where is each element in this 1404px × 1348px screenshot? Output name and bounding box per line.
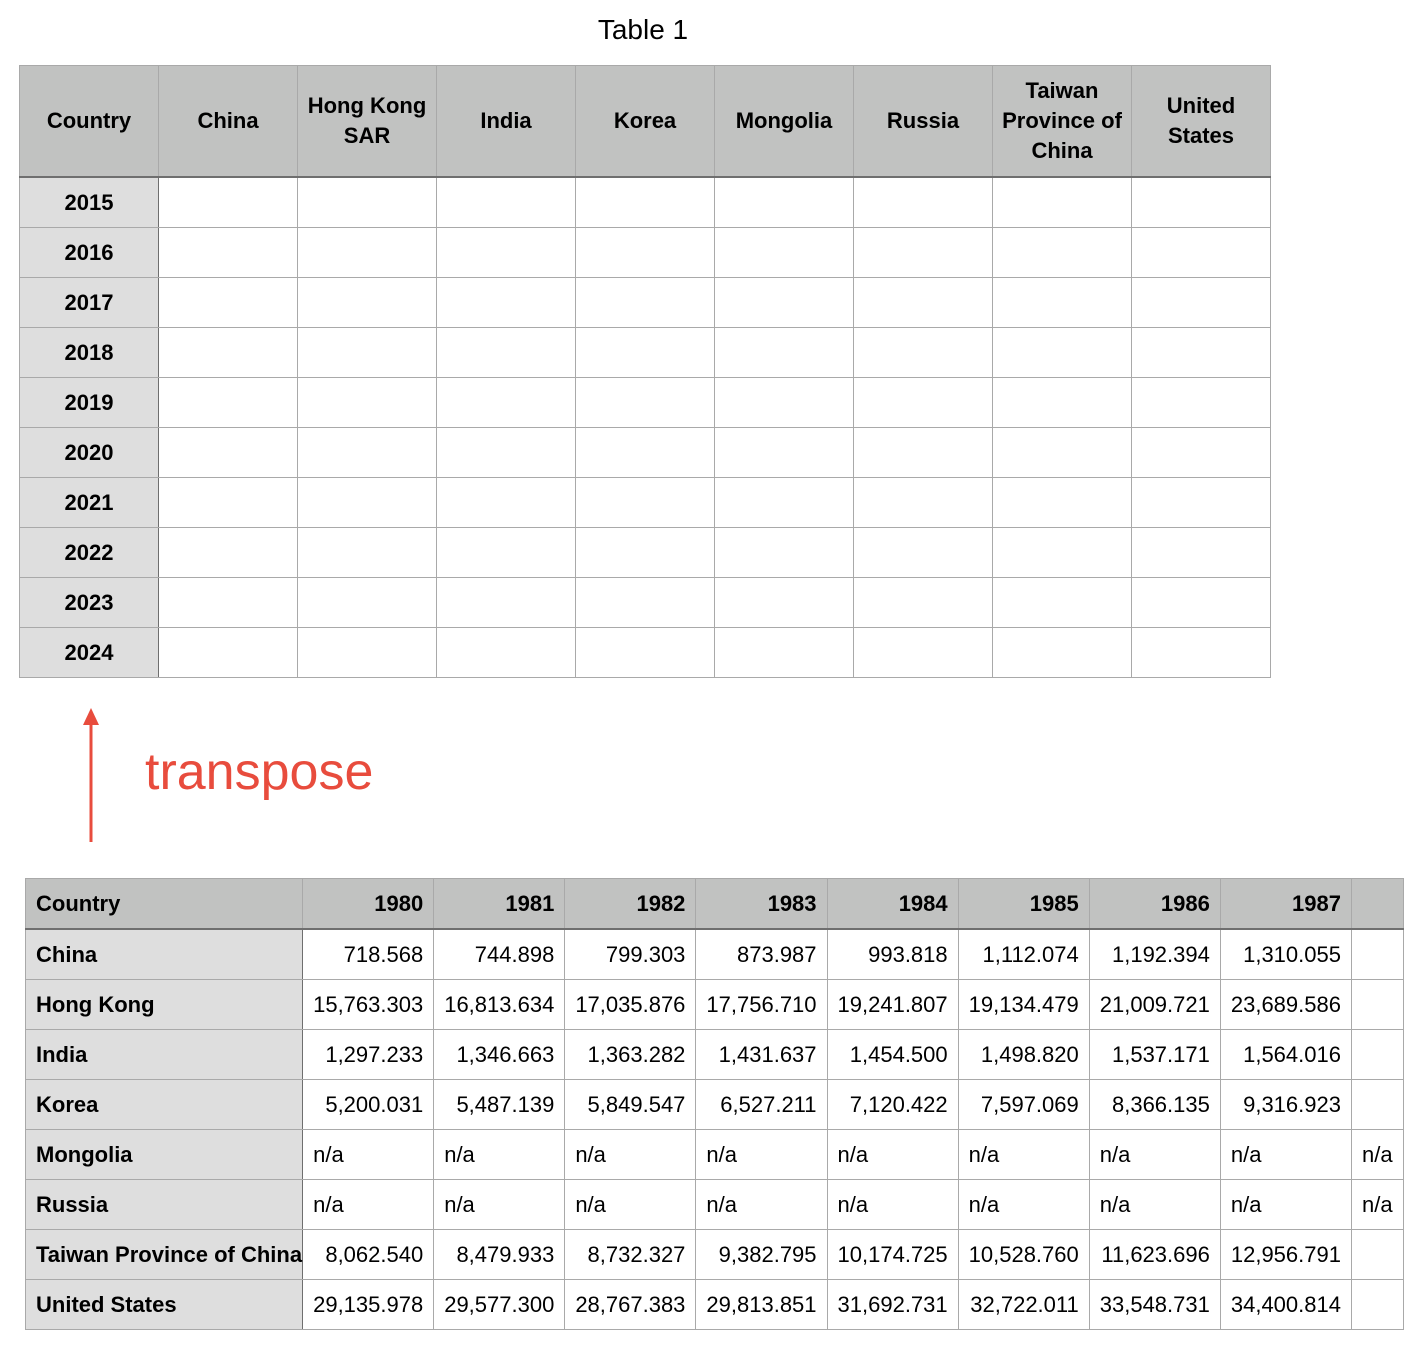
column-header[interactable]: Mongolia <box>715 66 854 178</box>
empty-cell[interactable] <box>854 428 993 478</box>
empty-cell[interactable] <box>993 478 1132 528</box>
row-header-country[interactable]: China <box>26 929 303 980</box>
data-cell[interactable]: 33,548.731 <box>1089 1280 1220 1330</box>
data-cell[interactable]: 1,564.016 <box>1220 1030 1351 1080</box>
column-header[interactable]: Taiwan Province of China <box>993 66 1132 178</box>
empty-cell[interactable] <box>576 628 715 678</box>
data-cell[interactable]: n/a <box>1220 1130 1351 1180</box>
empty-cell[interactable] <box>854 378 993 428</box>
empty-cell[interactable] <box>854 228 993 278</box>
data-cell[interactable]: 29,813.851 <box>696 1280 827 1330</box>
column-header[interactable]: Korea <box>576 66 715 178</box>
data-cell[interactable]: 1,454.500 <box>827 1030 958 1080</box>
empty-cell[interactable] <box>437 428 576 478</box>
empty-cell[interactable] <box>298 328 437 378</box>
data-cell[interactable]: 8,479.933 <box>434 1230 565 1280</box>
table-row <box>20 228 1271 278</box>
column-header[interactable]: China <box>159 66 298 178</box>
data-cell[interactable]: 1,112.074 <box>958 929 1089 980</box>
empty-cell[interactable] <box>437 177 576 228</box>
empty-cell[interactable] <box>993 528 1132 578</box>
empty-cell[interactable] <box>993 278 1132 328</box>
row-header-year[interactable]: 2020 <box>20 428 159 478</box>
header-row <box>20 66 1271 178</box>
table-row <box>26 1230 1404 1280</box>
data-cell[interactable] <box>1351 929 1403 980</box>
empty-cell[interactable] <box>1132 428 1271 478</box>
data-cell[interactable]: 11,623.696 <box>1089 1230 1220 1280</box>
data-cell[interactable]: 1,498.820 <box>958 1030 1089 1080</box>
data-cell[interactable]: 1,363.282 <box>565 1030 696 1080</box>
data-cell[interactable]: n/a <box>696 1130 827 1180</box>
row-header-year[interactable]: 2021 <box>20 478 159 528</box>
row-header-year[interactable]: 2018 <box>20 328 159 378</box>
data-cell[interactable]: 7,120.422 <box>827 1080 958 1130</box>
empty-cell[interactable] <box>298 578 437 628</box>
empty-cell[interactable] <box>715 177 854 228</box>
column-header[interactable]: United States <box>1132 66 1271 178</box>
row-header-year[interactable]: 2019 <box>20 378 159 428</box>
data-cell[interactable]: 9,316.923 <box>1220 1080 1351 1130</box>
empty-cell[interactable] <box>576 177 715 228</box>
data-cell[interactable]: n/a <box>827 1180 958 1230</box>
empty-cell[interactable] <box>1132 478 1271 528</box>
data-cell[interactable]: n/a <box>303 1180 434 1230</box>
empty-cell[interactable] <box>993 328 1132 378</box>
empty-cell[interactable] <box>298 478 437 528</box>
empty-cell[interactable] <box>576 328 715 378</box>
empty-cell[interactable] <box>437 628 576 678</box>
data-cell[interactable]: 799.303 <box>565 929 696 980</box>
empty-cell[interactable] <box>298 528 437 578</box>
table-row <box>20 478 1271 528</box>
data-cell[interactable]: 32,722.011 <box>958 1280 1089 1330</box>
row-header-year[interactable]: 2017 <box>20 278 159 328</box>
table-row <box>26 1280 1404 1330</box>
data-cell[interactable] <box>1351 1080 1403 1130</box>
arrow-up-icon <box>80 705 104 845</box>
table-row <box>20 177 1271 228</box>
data-cell[interactable]: 17,756.710 <box>696 980 827 1030</box>
data-cell[interactable]: 19,134.479 <box>958 980 1089 1030</box>
data-cell[interactable]: 1,297.233 <box>303 1030 434 1080</box>
empty-cell[interactable] <box>298 278 437 328</box>
empty-cell[interactable] <box>854 628 993 678</box>
data-cell[interactable]: n/a <box>303 1130 434 1180</box>
table-row <box>20 278 1271 328</box>
empty-cell[interactable] <box>1132 228 1271 278</box>
data-cell[interactable]: n/a <box>1220 1180 1351 1230</box>
empty-cell[interactable] <box>1132 177 1271 228</box>
empty-cell[interactable] <box>715 378 854 428</box>
column-header-year[interactable]: 1987 <box>1220 879 1351 930</box>
table-row <box>20 578 1271 628</box>
empty-cell[interactable] <box>715 278 854 328</box>
empty-cell[interactable] <box>576 478 715 528</box>
empty-cell[interactable] <box>1132 328 1271 378</box>
data-cell[interactable]: n/a <box>434 1130 565 1180</box>
data-cell[interactable] <box>1351 1230 1403 1280</box>
column-header-year[interactable]: 1985 <box>958 879 1089 930</box>
empty-cell[interactable] <box>159 328 298 378</box>
column-header-year[interactable] <box>1351 879 1403 930</box>
column-header[interactable]: Hong Kong SAR <box>298 66 437 178</box>
empty-cell[interactable] <box>854 578 993 628</box>
empty-cell[interactable] <box>715 228 854 278</box>
data-cell[interactable]: 19,241.807 <box>827 980 958 1030</box>
empty-cell[interactable] <box>993 177 1132 228</box>
data-cell[interactable]: 17,035.876 <box>565 980 696 1030</box>
empty-cell[interactable] <box>993 628 1132 678</box>
table-row <box>26 1080 1404 1130</box>
empty-cell[interactable] <box>1132 578 1271 628</box>
empty-cell[interactable] <box>298 378 437 428</box>
data-cell[interactable]: 873.987 <box>696 929 827 980</box>
column-header-country[interactable]: Country <box>26 879 303 930</box>
data-cell[interactable]: 29,577.300 <box>434 1280 565 1330</box>
empty-cell[interactable] <box>298 428 437 478</box>
row-header-year[interactable]: 2023 <box>20 578 159 628</box>
empty-transposed-table <box>19 65 1271 678</box>
empty-cell[interactable] <box>993 378 1132 428</box>
table-row <box>26 1180 1404 1230</box>
row-header-country[interactable]: India <box>26 1030 303 1080</box>
table-row <box>20 628 1271 678</box>
column-header[interactable]: India <box>437 66 576 178</box>
empty-cell[interactable] <box>159 278 298 328</box>
data-cell[interactable]: n/a <box>1089 1130 1220 1180</box>
empty-cell[interactable] <box>715 328 854 378</box>
row-header-country[interactable]: Korea <box>26 1080 303 1130</box>
empty-cell[interactable] <box>1132 278 1271 328</box>
data-cell[interactable]: 5,849.547 <box>565 1080 696 1130</box>
data-cell[interactable]: 10,528.760 <box>958 1230 1089 1280</box>
empty-cell[interactable] <box>1132 528 1271 578</box>
row-header-year[interactable]: 2024 <box>20 628 159 678</box>
row-header-country[interactable]: Hong Kong <box>26 980 303 1030</box>
data-cell[interactable] <box>1351 1030 1403 1080</box>
row-header-year[interactable]: 2016 <box>20 228 159 278</box>
empty-cell[interactable] <box>576 528 715 578</box>
data-cell[interactable]: 31,692.731 <box>827 1280 958 1330</box>
empty-cell[interactable] <box>715 628 854 678</box>
data-cell[interactable]: 1,192.394 <box>1089 929 1220 980</box>
data-cell[interactable]: n/a <box>1089 1180 1220 1230</box>
empty-cell[interactable] <box>854 177 993 228</box>
column-header-year[interactable]: 1986 <box>1089 879 1220 930</box>
table-title: Table 1 <box>597 14 689 45</box>
empty-cell[interactable] <box>576 428 715 478</box>
empty-cell[interactable] <box>993 228 1132 278</box>
data-cell[interactable]: n/a <box>1351 1180 1403 1230</box>
empty-cell[interactable] <box>298 228 437 278</box>
row-header-country[interactable]: Mongolia <box>26 1130 303 1180</box>
data-cell[interactable]: 28,767.383 <box>565 1280 696 1330</box>
data-cell[interactable]: 1,431.637 <box>696 1030 827 1080</box>
row-header-year[interactable]: 2022 <box>20 528 159 578</box>
data-cell[interactable]: 9,382.795 <box>696 1230 827 1280</box>
empty-cell[interactable] <box>298 628 437 678</box>
data-cell[interactable]: n/a <box>565 1180 696 1230</box>
data-cell[interactable]: 16,813.634 <box>434 980 565 1030</box>
empty-cell[interactable] <box>993 578 1132 628</box>
data-cell[interactable]: n/a <box>958 1130 1089 1180</box>
empty-cell[interactable] <box>576 378 715 428</box>
empty-cell[interactable] <box>159 428 298 478</box>
data-cell[interactable]: 10,174.725 <box>827 1230 958 1280</box>
data-cell[interactable]: 8,732.327 <box>565 1230 696 1280</box>
transpose-label: transpose <box>145 743 374 801</box>
column-header[interactable]: Russia <box>854 66 993 178</box>
empty-cell[interactable] <box>854 278 993 328</box>
empty-cell[interactable] <box>854 528 993 578</box>
empty-cell[interactable] <box>437 328 576 378</box>
table-row <box>26 1030 1404 1080</box>
empty-cell[interactable] <box>159 628 298 678</box>
empty-cell[interactable] <box>298 177 437 228</box>
data-cell[interactable]: n/a <box>1351 1130 1403 1180</box>
row-header-year[interactable]: 2015 <box>20 177 159 228</box>
gdp-source-table <box>25 878 1404 1330</box>
data-cell[interactable]: n/a <box>696 1180 827 1230</box>
data-cell[interactable]: 21,009.721 <box>1089 980 1220 1030</box>
data-cell[interactable]: n/a <box>827 1130 958 1180</box>
empty-cell[interactable] <box>159 177 298 228</box>
data-cell[interactable]: 15,763.303 <box>303 980 434 1030</box>
empty-cell[interactable] <box>576 228 715 278</box>
table-row <box>20 328 1271 378</box>
empty-cell[interactable] <box>993 428 1132 478</box>
empty-cell[interactable] <box>1132 628 1271 678</box>
data-cell[interactable]: 5,200.031 <box>303 1080 434 1130</box>
empty-cell[interactable] <box>576 578 715 628</box>
data-cell[interactable] <box>1351 980 1403 1030</box>
empty-cell[interactable] <box>437 528 576 578</box>
row-header-country[interactable]: Taiwan Province of China <box>26 1230 303 1280</box>
data-cell[interactable]: 23,689.586 <box>1220 980 1351 1030</box>
column-header-year[interactable]: 1984 <box>827 879 958 930</box>
data-cell[interactable]: 993.818 <box>827 929 958 980</box>
row-header-country[interactable]: Russia <box>26 1180 303 1230</box>
row-header-country[interactable]: United States <box>26 1280 303 1330</box>
table-row <box>26 1130 1404 1180</box>
data-cell[interactable]: 34,400.814 <box>1220 1280 1351 1330</box>
empty-cell[interactable] <box>159 528 298 578</box>
data-cell[interactable]: 1,346.663 <box>434 1030 565 1080</box>
empty-cell[interactable] <box>437 378 576 428</box>
data-cell[interactable] <box>1351 1280 1403 1330</box>
data-cell[interactable]: 718.568 <box>303 929 434 980</box>
empty-cell[interactable] <box>159 578 298 628</box>
empty-cell[interactable] <box>159 478 298 528</box>
data-cell[interactable]: 6,527.211 <box>696 1080 827 1130</box>
column-header-year[interactable]: 1983 <box>696 879 827 930</box>
empty-cell[interactable] <box>854 328 993 378</box>
column-header-year[interactable]: 1980 <box>303 879 434 930</box>
column-header-year[interactable]: 1981 <box>434 879 565 930</box>
empty-cell[interactable] <box>159 228 298 278</box>
empty-cell[interactable] <box>715 428 854 478</box>
empty-cell[interactable] <box>715 578 854 628</box>
data-cell[interactable]: 8,062.540 <box>303 1230 434 1280</box>
header-row <box>26 879 1404 930</box>
data-cell[interactable]: 7,597.069 <box>958 1080 1089 1130</box>
empty-cell[interactable] <box>159 378 298 428</box>
data-cell[interactable]: 744.898 <box>434 929 565 980</box>
column-header-country[interactable]: Country <box>20 66 159 178</box>
empty-cell[interactable] <box>576 278 715 328</box>
data-cell[interactable]: 1,310.055 <box>1220 929 1351 980</box>
data-cell[interactable]: 5,487.139 <box>434 1080 565 1130</box>
table-row <box>20 378 1271 428</box>
data-cell[interactable]: 8,366.135 <box>1089 1080 1220 1130</box>
data-cell[interactable]: n/a <box>434 1180 565 1230</box>
column-header-year[interactable]: 1982 <box>565 879 696 930</box>
empty-cell[interactable] <box>1132 378 1271 428</box>
table-row <box>26 929 1404 980</box>
empty-cell[interactable] <box>437 278 576 328</box>
data-cell[interactable]: n/a <box>565 1130 696 1180</box>
data-cell[interactable]: 29,135.978 <box>303 1280 434 1330</box>
empty-cell[interactable] <box>715 478 854 528</box>
data-cell[interactable]: 12,956.791 <box>1220 1230 1351 1280</box>
empty-cell[interactable] <box>437 578 576 628</box>
data-cell[interactable]: 1,537.171 <box>1089 1030 1220 1080</box>
table-row <box>20 528 1271 578</box>
empty-cell[interactable] <box>715 528 854 578</box>
empty-cell[interactable] <box>437 228 576 278</box>
empty-cell[interactable] <box>437 478 576 528</box>
table-row <box>20 428 1271 478</box>
empty-cell[interactable] <box>854 478 993 528</box>
data-cell[interactable]: n/a <box>958 1180 1089 1230</box>
table-row <box>26 980 1404 1030</box>
